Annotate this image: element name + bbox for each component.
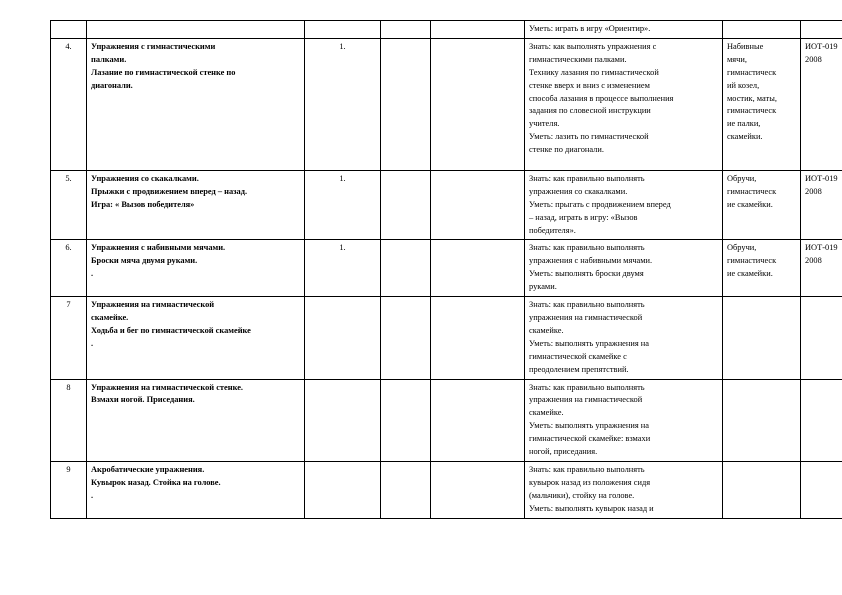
lesson-hours-cell (305, 297, 381, 379)
lesson-number: 8 (66, 382, 71, 392)
lesson-requirements-line: задания по словесной инструкции (529, 106, 651, 116)
lesson-topic-line: Упражнения с гимнастическими (91, 41, 216, 51)
lesson-requirements-cell (525, 170, 723, 240)
lesson-requirements-line: Знать: как правильно выполнять (529, 173, 645, 183)
lesson-hours: 1. (339, 173, 346, 183)
lesson-number-cell (51, 38, 87, 170)
planned-date-cell (381, 379, 431, 461)
lesson-equipment-line: гимнастическ (727, 67, 777, 77)
lesson-hours-cell (305, 170, 381, 240)
safety-instruction-line: 2008 (805, 54, 822, 64)
lesson-topic-line: Ходьба и бег по гимнастической скамейке (91, 325, 251, 335)
planned-date-cell (381, 170, 431, 240)
lesson-requirements-line: преодолением препятствий. (529, 364, 629, 374)
lesson-equipment-line: Набивные (727, 41, 764, 51)
safety-instruction-cell (801, 461, 842, 518)
lesson-equipment-cell (723, 297, 801, 379)
lesson-requirements-line: гимнастической скамейке: взмахи (529, 434, 651, 444)
lesson-hours-cell (305, 38, 381, 170)
lesson-requirements-line: победителя». (529, 225, 576, 235)
lesson-topic-line: Упражнения на гимнастической (91, 300, 215, 310)
lesson-equipment-line: скамейки. (727, 132, 763, 142)
lesson-equipment-line: ие скамейки. (727, 199, 773, 209)
safety-instruction-line: 2008 (805, 256, 822, 266)
lesson-equipment-cell (723, 38, 801, 170)
lesson-equipment-line: мостик, маты, (727, 93, 777, 103)
lesson-hours-cell (305, 461, 381, 518)
lesson-requirements-line: Уметь: выполнять броски двумя (529, 269, 644, 279)
lesson-equipment-line: гимнастическ (727, 106, 777, 116)
lesson-topic-line: Лазание по гимнастической стенке по (91, 67, 236, 77)
lesson-topic-line: Игра: « Вызов победителя» (91, 199, 195, 209)
planned-date-cell (381, 38, 431, 170)
lesson-equipment-line: гимнастическ (727, 256, 777, 266)
lesson-hours: 1. (339, 41, 346, 51)
lesson-plan-body (51, 21, 842, 519)
lesson-requirements-line: учителя. (529, 119, 560, 129)
lesson-topic-line: . (91, 269, 94, 279)
table-row (51, 461, 842, 518)
safety-instruction-cell (801, 297, 842, 379)
lesson-requirements-line: скамейке. (529, 408, 564, 418)
lesson-requirements-line: Знать: как правильно выполнять (529, 464, 645, 474)
safety-instruction-cell (801, 170, 842, 240)
safety-instruction-line: ИОТ-019 (805, 173, 838, 183)
lesson-requirements-line: Уметь: выполнять упражнения на (529, 421, 650, 431)
lesson-equipment-line: Обручи, (727, 243, 757, 253)
lesson-topic-line: Взмахи ногой. Приседания. (91, 395, 195, 405)
lesson-requirements-line: скамейке. (529, 325, 564, 335)
lesson-topic-cell (87, 297, 305, 379)
safety-instruction-line: 2008 (805, 186, 822, 196)
lesson-topic-line: . (91, 338, 94, 348)
safety-instruction-cell (801, 38, 842, 170)
lesson-equipment-cell (723, 240, 801, 297)
lesson-topic-line: Акробатические упражнения. (91, 464, 205, 474)
safety-instruction-cell (801, 21, 842, 39)
lesson-requirements-line: упражнения с набивными мячами. (529, 256, 653, 266)
lesson-hours-cell (305, 21, 381, 39)
lesson-requirements-line: Уметь: играть в игру «Ориентир». (529, 24, 651, 33)
actual-date-cell (431, 21, 525, 39)
safety-instruction-cell (801, 240, 842, 297)
lesson-topic-line: палками. (91, 54, 127, 64)
lesson-requirements-line: гимнастическими палками. (529, 54, 627, 64)
lesson-requirements-line: Знать: как правильно выполнять (529, 243, 645, 253)
lesson-equipment-line: ий козел, (727, 80, 760, 90)
lesson-number: 7 (66, 300, 71, 310)
lesson-number: 4. (65, 41, 72, 51)
lesson-requirements-line: гимнастической скамейке с (529, 351, 627, 361)
lesson-number-cell (51, 240, 87, 297)
lesson-topic-line: . (91, 490, 94, 500)
safety-instruction-line: ИОТ-019 (805, 243, 838, 253)
actual-date-cell (431, 461, 525, 518)
lesson-number-cell (51, 297, 87, 379)
lesson-requirements-line: кувырок назад из положения сидя (529, 477, 651, 487)
lesson-plan-table (50, 20, 842, 519)
lesson-requirements-line: упражнения со скакалками. (529, 186, 628, 196)
actual-date-cell (431, 297, 525, 379)
lesson-equipment-line: ие палки, (727, 119, 761, 129)
actual-date-cell (431, 170, 525, 240)
lesson-equipment-cell (723, 379, 801, 461)
lesson-requirements-line: Уметь: прыгать с продвижением вперед (529, 199, 671, 209)
lesson-number: 5. (65, 173, 72, 183)
lesson-requirements-cell (525, 379, 723, 461)
lesson-topic-line: Кувырок назад. Стойка на голове. (91, 477, 221, 487)
planned-date-cell (381, 297, 431, 379)
lesson-requirements-line: стенке по диагонали. (529, 145, 604, 155)
planned-date-cell (381, 21, 431, 39)
lesson-topic-cell (87, 379, 305, 461)
actual-date-cell (431, 240, 525, 297)
lesson-equipment-line: мячи, (727, 54, 747, 64)
table-row (51, 21, 842, 39)
lesson-equipment-cell (723, 461, 801, 518)
lesson-requirements-line: способа лазания в процессе выполнения (529, 93, 674, 103)
lesson-topic-line: диагонали. (91, 80, 133, 90)
lesson-requirements-line: Уметь: выполнять упражнения на (529, 338, 650, 348)
lesson-number-cell (51, 170, 87, 240)
lesson-topic-line: Упражнения на гимнастической стенке. (91, 382, 244, 392)
lesson-number-cell (51, 461, 87, 518)
lesson-number-cell (51, 21, 87, 39)
lesson-topic-cell (87, 240, 305, 297)
table-row (51, 170, 842, 240)
lesson-number: 6. (65, 243, 72, 253)
lesson-requirements-line: (мальчики), стойку на голове. (529, 490, 635, 500)
lesson-hours-cell (305, 240, 381, 297)
lesson-requirements-line: ногой, приседания. (529, 447, 598, 457)
lesson-topic-cell (87, 21, 305, 39)
lesson-topic-cell (87, 170, 305, 240)
actual-date-cell (431, 38, 525, 170)
planned-date-cell (381, 240, 431, 297)
planned-date-cell (381, 461, 431, 518)
lesson-hours-cell (305, 379, 381, 461)
lesson-topic-line: Броски мяча двумя руками. (91, 256, 198, 266)
lesson-topic-line: Упражнения с набивными мячами. (91, 243, 226, 253)
lesson-requirements-cell (525, 21, 723, 39)
lesson-requirements-line: руками. (529, 282, 557, 292)
lesson-equipment-line: Обручи, (727, 173, 757, 183)
lesson-requirements-line: Технику лазания по гимнастической (529, 67, 659, 77)
lesson-equipment-cell (723, 170, 801, 240)
lesson-topic-cell (87, 461, 305, 518)
lesson-equipment-line: ие скамейки. (727, 269, 773, 279)
table-row (51, 240, 842, 297)
lesson-requirements-cell (525, 461, 723, 518)
lesson-requirements-line: стенке вверх и вниз с изменением (529, 80, 650, 90)
table-row (51, 297, 842, 379)
lesson-requirements-line: Знать: как правильно выполнять (529, 382, 645, 392)
lesson-topic-line: Упражнения со скакалками. (91, 173, 199, 183)
safety-instruction-cell (801, 379, 842, 461)
lesson-equipment-cell (723, 21, 801, 39)
lesson-requirements-line: Уметь: выполнять кувырок назад и (529, 503, 654, 513)
lesson-number: 9 (66, 464, 71, 474)
lesson-requirements-line: упражнения на гимнастической (529, 312, 643, 322)
table-row (51, 38, 842, 170)
lesson-number-cell (51, 379, 87, 461)
lesson-requirements-cell (525, 38, 723, 170)
lesson-topic-line: Прыжки с продвижением вперед – назад. (91, 186, 248, 196)
safety-instruction-line: ИОТ-019 (805, 41, 838, 51)
lesson-requirements-line: Знать: как правильно выполнять (529, 300, 645, 310)
lesson-requirements-line: – назад, играть в игру: «Вызов (529, 212, 638, 222)
lesson-requirements-line: Уметь: лазить по гимнастической (529, 132, 649, 142)
table-row (51, 379, 842, 461)
lesson-equipment-line: гимнастическ (727, 186, 777, 196)
lesson-requirements-line: Знать: как выполнять упражнения с (529, 41, 657, 51)
lesson-topic-cell (87, 38, 305, 170)
lesson-hours: 1. (339, 243, 346, 253)
lesson-requirements-cell (525, 240, 723, 297)
lesson-requirements-line: упражнения на гимнастической (529, 395, 643, 405)
lesson-requirements-cell (525, 297, 723, 379)
actual-date-cell (431, 379, 525, 461)
lesson-topic-line: скамейке. (91, 312, 129, 322)
